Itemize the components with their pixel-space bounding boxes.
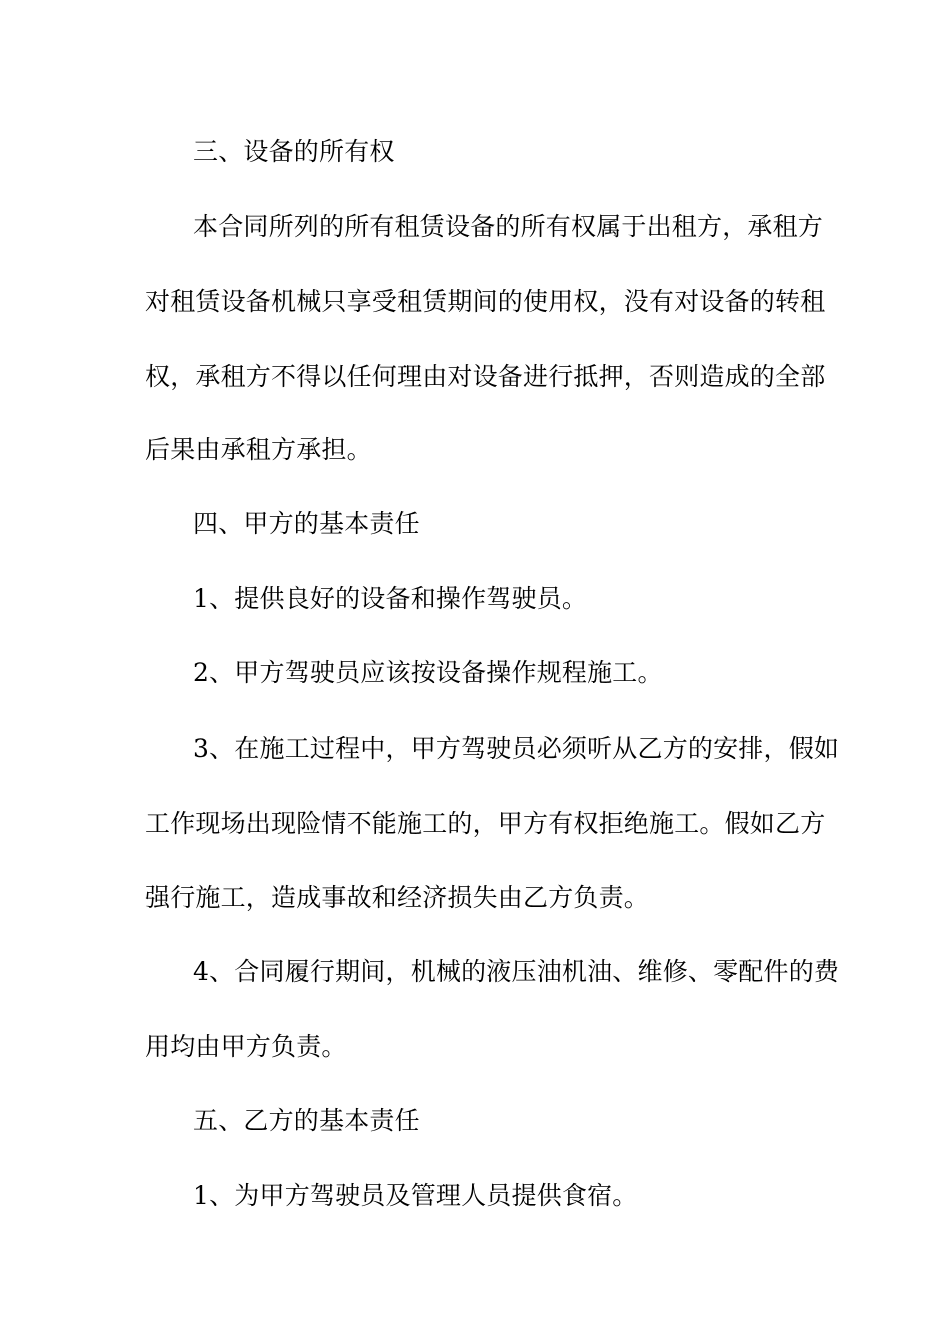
paragraph-line: 后果由承租方承担。: [145, 435, 372, 464]
section-heading-party-b: 五、乙方的基本责任: [193, 1106, 420, 1135]
paragraph-line: 工作现场出现险情不能施工的，甲方有权拒绝施工。假如乙方: [145, 809, 826, 838]
paragraph-line: 强行施工，造成事故和经济损失由乙方负责。: [145, 883, 650, 912]
paragraph-line: 权，承租方不得以任何理由对设备进行抵押，否则造成的全部: [145, 362, 826, 391]
section-heading-party-a: 四、甲方的基本责任: [193, 509, 420, 538]
paragraph-line: 对租赁设备机械只享受租赁期间的使用权，没有对设备的转租: [145, 287, 826, 316]
list-item: 4、合同履行期间，机械的液压油机油、维修、零配件的费: [193, 957, 840, 986]
paragraph-line: 用均由甲方负责。: [145, 1032, 347, 1061]
list-item: 1、为甲方驾驶员及管理人员提供食宿。: [193, 1181, 638, 1210]
paragraph-line: 本合同所列的所有租赁设备的所有权属于出租方，承租方: [193, 212, 824, 241]
list-item: 3、在施工过程中，甲方驾驶员必须听从乙方的安排，假如: [193, 734, 840, 763]
list-item: 1、提供良好的设备和操作驾驶员。: [193, 584, 588, 613]
list-item: 2、甲方驾驶员应该按设备操作规程施工。: [193, 658, 663, 687]
section-heading-ownership: 三、设备的所有权: [193, 137, 395, 166]
